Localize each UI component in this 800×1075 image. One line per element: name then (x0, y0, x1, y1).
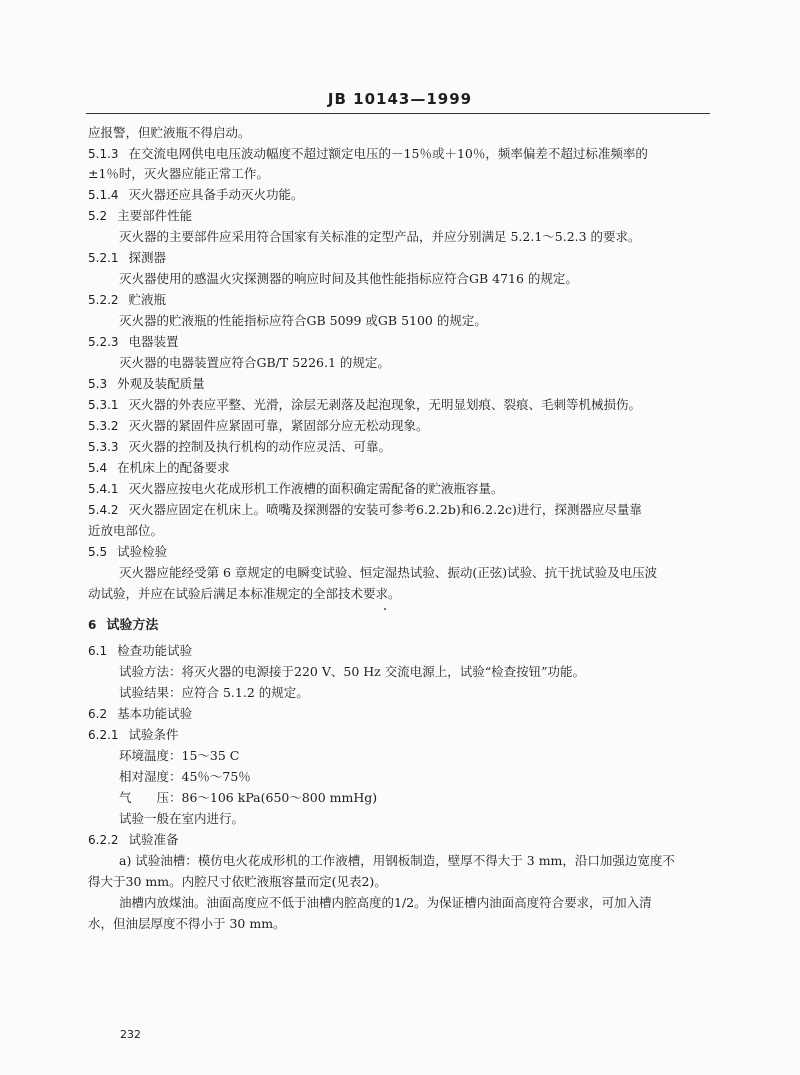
text-line: 灭火器应能经受第 6 章规定的电瞬变试验、恒定湿热试验、振动(正弦)试验、抗干扰试验及电压波 (119, 565, 658, 580)
clause-title: 试验准备 (128, 832, 179, 847)
clause-number: 5.2 (88, 209, 108, 223)
clause-5-1-4 (88, 187, 304, 203)
section-6-1 (88, 643, 192, 659)
text-line: 环境温度：15～35 C (119, 748, 240, 763)
clause-title: 试验条件 (128, 727, 179, 742)
text-line: 相对湿度：45％～75％ (119, 769, 251, 784)
section-6-2 (88, 706, 192, 722)
text-line: 试验一般在室内进行。 (119, 811, 245, 826)
clause-text: 在交流电网供电电压波动幅度不超过额定电压的－15％或＋10％，频率偏差不超过标准频率的 (128, 146, 648, 161)
clause-number: 5.3.3 (88, 440, 119, 454)
clause-number: 5.3 (88, 377, 108, 391)
text-line: 灭火器的电器装置应符合GB/T 5226.1 的规定。 (119, 355, 390, 370)
section-5-3 (88, 376, 205, 392)
text-line: 水，但油层厚度不得小于 30 mm。 (88, 916, 286, 931)
clause-number: 5.2.3 (88, 335, 119, 349)
text-line: 灭火器使用的感温火灾探测器的响应时间及其他性能指标应符合GB 4716 的规定。 (119, 271, 578, 286)
clause-number: 5.2.1 (88, 251, 119, 265)
clause-6-2-1 (88, 727, 179, 743)
clause-number: 5.5 (88, 545, 108, 559)
section-title: 主要部件性能 (117, 208, 193, 223)
clause-number: 6.2 (88, 707, 108, 721)
clause-5-4-2 (88, 502, 642, 518)
section-title: 在机床上的配备要求 (117, 460, 230, 475)
section-title: 外观及装配质量 (117, 376, 205, 391)
clause-title: 探测器 (128, 250, 167, 265)
clause-number: 6.2.1 (88, 728, 119, 742)
clause-5-2-2 (88, 292, 166, 308)
text-line: 近放电部位。 (88, 523, 164, 538)
text-line: 灭火器的贮液瓶的性能指标应符合GB 5099 或GB 5100 的规定。 (119, 313, 487, 328)
clause-5-3-3 (88, 439, 391, 455)
section-5-2 (88, 208, 192, 224)
clause-number: 5.3.2 (88, 419, 119, 433)
standard-code-header: JB 10143—1999 (327, 90, 473, 108)
clause-6-2-2 (88, 832, 179, 848)
clause-5-1-3 (88, 146, 700, 162)
text-line: 气 压：86～106 kPa(650～800 mmHg) (119, 790, 378, 805)
clause-text: 灭火器的紧固件应紧固可靠，紧固部分应无松动现象。 (128, 418, 429, 433)
clause-number: 5.2.2 (88, 293, 119, 307)
header-divider (86, 113, 710, 114)
text-line: 油槽内放煤油。油面高度应不低于油槽内腔高度的1/2。为保证槽内油面高度符合要求，可加入清 (119, 895, 652, 910)
chapter-title: 试验方法 (106, 618, 159, 633)
clause-text: 灭火器还应具备手动灭火功能。 (128, 187, 304, 202)
clause-5-2-3 (88, 334, 179, 350)
clause-number: 5.4.1 (88, 482, 119, 496)
clause-number: 6.2.2 (88, 833, 119, 847)
scan-speck (384, 608, 386, 610)
page-number: 232 (120, 1028, 141, 1041)
text-line: 得大于30 mm。内腔尺寸依贮液瓶容量而定(见表2)。 (88, 874, 387, 889)
text-line: 试验结果：应符合 5.1.2 的规定。 (119, 685, 309, 700)
clause-5-3-1 (88, 397, 641, 413)
clause-text: 灭火器应固定在机床上。喷嘴及探测器的安装可参考6.2.2b)和6.2.2c)进行，探测器应尽量靠 (128, 502, 642, 517)
section-title: 基本功能试验 (117, 706, 193, 721)
clause-5-2-1 (88, 250, 166, 266)
clause-text: 灭火器的控制及执行机构的动作应灵活、可靠。 (128, 439, 392, 454)
clause-number: 5.4.2 (88, 503, 119, 517)
chapter-number: 6 (88, 618, 97, 632)
text-line: 试验方法：将灭火器的电源接于220 V、50 Hz 交流电源上，试验“检查按钮”功能。 (119, 664, 585, 679)
clause-5-4-1 (88, 481, 504, 497)
clause-5-3-2 (88, 418, 429, 434)
clause-title: 贮液瓶 (128, 292, 167, 307)
clause-number: 5.1.3 (88, 147, 119, 161)
clause-number: 5.3.1 (88, 398, 119, 412)
section-5-5 (88, 544, 167, 560)
text-line: 应报警，但贮液瓶不得启动。 (88, 125, 251, 140)
clause-text: 灭火器的外表应平整、光滑，涂层无剥落及起泡现象，无明显划痕、裂痕、毛刺等机械损伤。 (128, 397, 642, 412)
text-line: a) 试验油槽：模仿电火花成形机的工作液槽，用钢板制造，壁厚不得大于 3 mm，沿口加强边宽度不 (119, 853, 675, 868)
section-title: 检查功能试验 (117, 643, 193, 658)
section-title: 试验检验 (117, 544, 168, 559)
section-5-4 (88, 460, 230, 476)
text-line: 灭火器的主要部件应采用符合国家有关标准的定型产品，并应分别满足 5.2.1～5.2.3 的要求。 (119, 229, 641, 244)
clause-number: 5.4 (88, 461, 108, 475)
clause-title: 电器装置 (128, 334, 179, 349)
text-line: 动试验，并应在试验后满足本标准规定的全部技术要求。 (88, 586, 401, 601)
clause-number: 6.1 (88, 644, 108, 658)
clause-text: 灭火器应按电火花成形机工作液槽的面积确定需配备的贮液瓶容量。 (128, 481, 504, 496)
chapter-6-heading (88, 617, 158, 634)
text-line: ±1％时，灭火器应能正常工作。 (88, 166, 269, 181)
clause-number: 5.1.4 (88, 188, 119, 202)
